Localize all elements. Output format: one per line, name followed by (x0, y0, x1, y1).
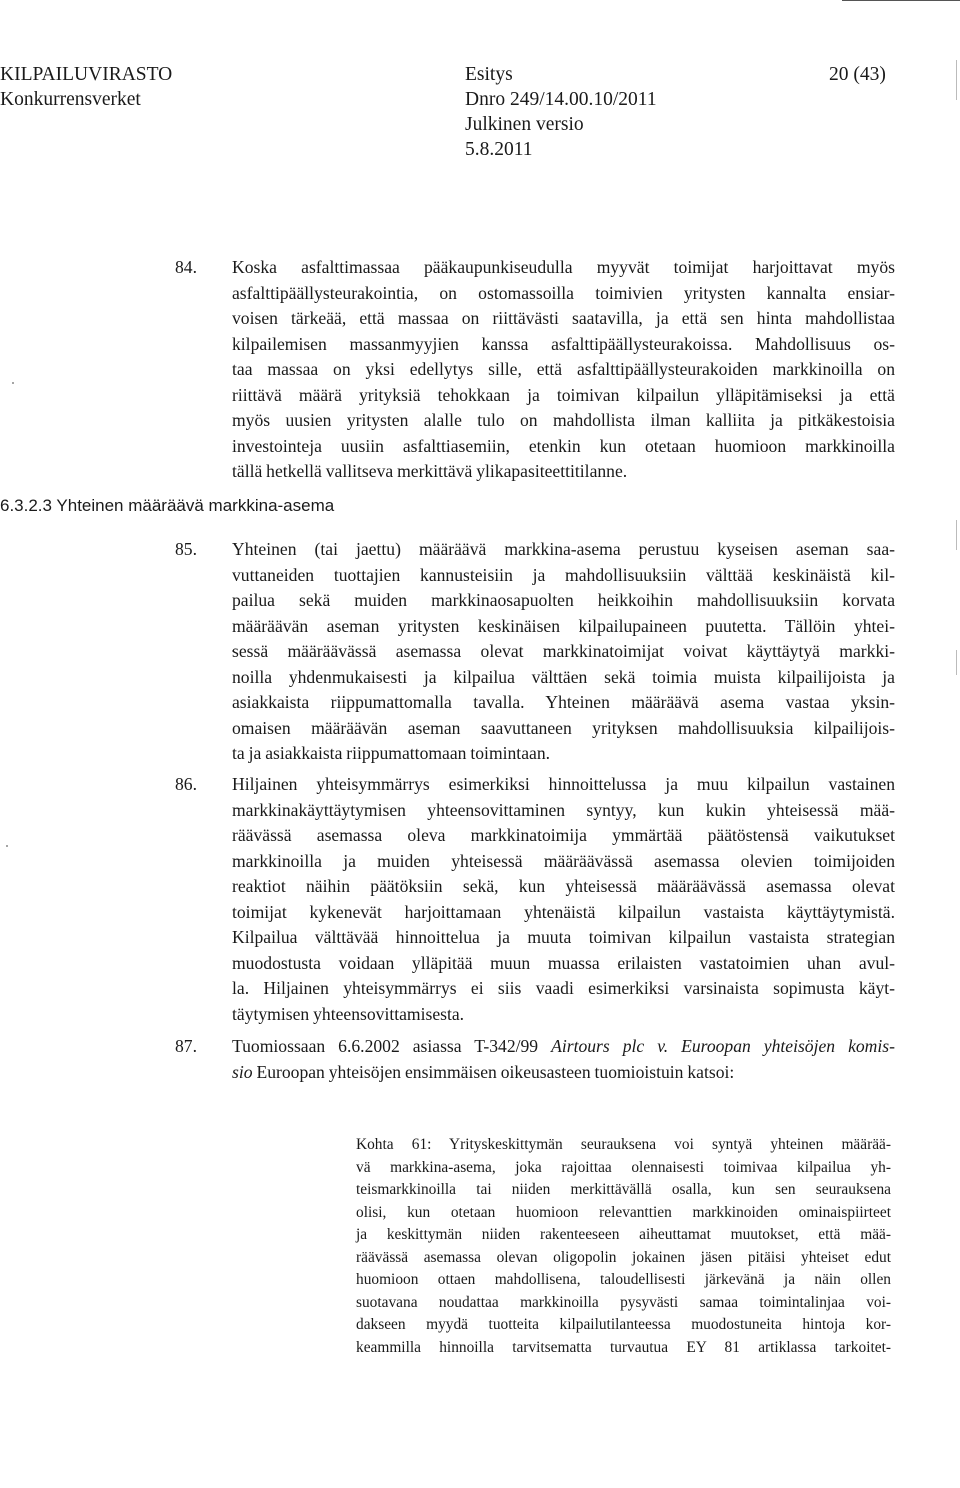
document-date: 5.8.2011 (465, 139, 533, 160)
scan-edge-mark (956, 60, 957, 100)
text-line: asiakkaista riippumattomalla tavalla. Yhteinen määräävä asema vastaa yksin- (232, 692, 895, 712)
scan-edge-mark (956, 520, 957, 550)
quote-line: ja keskittymän niiden rakenteeseen aiheuttamat muutokset, että mää- (356, 1226, 891, 1243)
case-name-italic: sio (232, 1061, 253, 1082)
quote-line: dakseen myydä tuotteita kilpailutilanteessa muodostuneita hintoja kor- (356, 1316, 891, 1333)
agency-name: KILPAILUVIRASTO (0, 64, 173, 85)
text-line (232, 1060, 895, 1086)
text-line: täytymisen yhteensovittamisesta. (232, 1003, 465, 1024)
text-line: asfalttipäällysteurakointia, on ostomassoilla toimivien yritysten kannalta ensiar- (232, 282, 895, 303)
text-line: Koska asfalttimassaa pääkaupunkiseudulla myyvät toimijat harjoittavat myös (232, 257, 895, 277)
scan-dot (6, 845, 8, 847)
case-name-italic: Airtours plc v. Euroopan yhteisöjen komis- (551, 1036, 895, 1056)
text-line: sessä määräävässä asemassa olevat markkinatoimijat voivat käyttäytyä markki- (232, 641, 895, 661)
document-type: Esitys (465, 64, 513, 85)
text-line: kilpailemisen massanmyyjien kanssa asfalttipäällysteurakoissa. Mahdollisuus os- (232, 333, 895, 354)
text-line: räävässä asemassa oleva markkinatoimija ymmärtää päätöstensä vaikutukset (232, 825, 895, 845)
paragraph-86 (175, 772, 895, 1027)
paragraph-number: 85. (175, 539, 197, 559)
text-line: pailua sekä muiden markkinaosapuolten heikkoihin mahdollisuuksiin korvata (232, 590, 895, 610)
agency-name-swedish: Konkurrensverket (0, 89, 141, 110)
paragraph-87 (175, 1034, 895, 1085)
section-heading: 6.3.2.3 Yhteinen määräävä markkina-asema (0, 496, 335, 515)
text-line: tällä hetkellä vallitseva merkittävä ylikapasiteettitilanne. (232, 461, 628, 481)
record-number: Dnro 249/14.00.10/2011 (465, 89, 657, 110)
text-line: noilla yhdenmukaisesti ja kilpailua välttäen sekä toimia muista kilpailijoista ja (232, 666, 895, 687)
text-run: Tuomiossaan 6.6.2002 asiassa T-342/99 (232, 1036, 552, 1056)
header-right (829, 62, 886, 87)
text-line: omaisen määräävän aseman saavuttaneen yrityksen mahdollisuuksia kilpailijois- (232, 717, 895, 738)
quote-line: keammilla hinnoilla tarvitsematta turvautua EY 81 artiklassa tarkoitet- (356, 1338, 891, 1356)
text-line: investointeja uusiin asfalttiasemiin, etenkin kun otetaan huomioon markkinoilla (232, 435, 895, 456)
text-line: riittävä määrä yrityksiä tehokkaan ja toimivan kilpailun ylläpitämiseksi ja että (232, 384, 895, 405)
text-line: myös uusien yritysten alalle tulo on mahdollista ilman kalliita ja pitkäkestoisia (232, 410, 895, 430)
text-line (232, 1034, 895, 1060)
paragraph-85 (175, 537, 895, 767)
text-line: reaktiot näihin päätöksiin sekä, kun yhteisessä määräävässä asemassa olevat (232, 876, 895, 896)
text-line: Kilpailua välttävää hinnoittelua ja muuta toimivan kilpailun vastaista strategian (232, 927, 895, 947)
quote-line: Kohta 61: Yrityskeskittymän seurauksena voi syntyä yhteinen määrää- (356, 1136, 891, 1153)
paragraph-text (232, 537, 895, 767)
quote-line: olisi, kun otetaan huomioon relevanttien markkinoiden ominaispiirteet (356, 1203, 891, 1221)
paragraph-text (232, 1034, 895, 1085)
text-line: ta ja asiakkaista riippumattomaan toimintaan. (232, 743, 551, 763)
quote-line: suotavana noudattaa markkinoilla pysyvästi samaa toimintalinjaa voi- (356, 1293, 891, 1311)
text-line: muodostusta voidaan ylläpitää muun muassa erilaisten vastatoimien uhan avul- (232, 952, 895, 973)
paragraph-number: 87. (175, 1036, 197, 1056)
text-line: määräävän aseman yritysten keskinäisen kilpailupaineen puutetta. Tällöin yhtei- (232, 615, 895, 636)
paragraph-84 (175, 255, 895, 485)
quote-line: vä markkina-asema, joka rajoittaa olennaisesti toimivaa kilpailua yh- (356, 1158, 891, 1176)
header-left (0, 62, 172, 112)
scan-dot (12, 382, 14, 384)
quote-line: teismarkkinoilla tai niiden merkittävällä osalla, kun sen seurauksena (356, 1181, 891, 1198)
text-line: toimijat kykenevät harjoittamaan yhtenäistä kilpailun vastaista käyttäytymistä. (232, 901, 895, 922)
scan-edge-mark (956, 650, 957, 675)
text-line: Yhteinen (tai jaettu) määräävä markkina-asema perustuu kyseisen aseman saa- (232, 539, 895, 559)
block-quote (356, 1134, 891, 1359)
text-line: vuttaneiden tuottajien kannusteisiin ja mahdollisuuksiin välttää keskinäistä kil- (232, 564, 895, 585)
text-line: markkinakäyttäytymisen yhteensovittaminen syntyy, kun kukin yhteisessä mää- (232, 799, 895, 820)
text-line: markkinoilla ja muiden yhteisessä määräävässä asemassa olevien toimijoiden (232, 850, 895, 871)
paragraph-text (232, 772, 895, 1027)
paragraph-number: 86. (175, 774, 197, 794)
quote-line: räävässä asemassa olevan oligopolin jokainen jäsen pitäisi yhteiset edut (356, 1248, 891, 1266)
text-line: la. Hiljainen yhteisymmärrys ei siis vaadi esimerkiksi varsinaista sopimusta käyt- (232, 978, 895, 998)
text-run: Euroopan yhteisöjen ensimmäisen oikeusasteen tuomioistuin katsoi: (252, 1061, 735, 1082)
page-number: 20 (43) (829, 64, 886, 85)
version-label: Julkinen versio (465, 114, 584, 135)
text-line: voisen tärkeää, että massaa on riittävästi saatavilla, ja että sen hinta mahdollistaa (232, 308, 895, 328)
text-line: Hiljainen yhteisymmärrys esimerkiksi hinnoittelussa ja muu kilpailun vastainen (232, 774, 895, 794)
scan-edge-line (842, 0, 960, 1)
paragraph-text (232, 255, 895, 485)
paragraph-number: 84. (175, 257, 197, 277)
text-line: taa massaa on yksi edellytys sille, että asfalttipäällysteurakoiden markkinoilla on (232, 359, 895, 379)
quote-line: huomioon ottaen mahdollisena, taloudellisesti järkevänä ja näin ollen (356, 1271, 891, 1288)
header-center (465, 62, 657, 162)
